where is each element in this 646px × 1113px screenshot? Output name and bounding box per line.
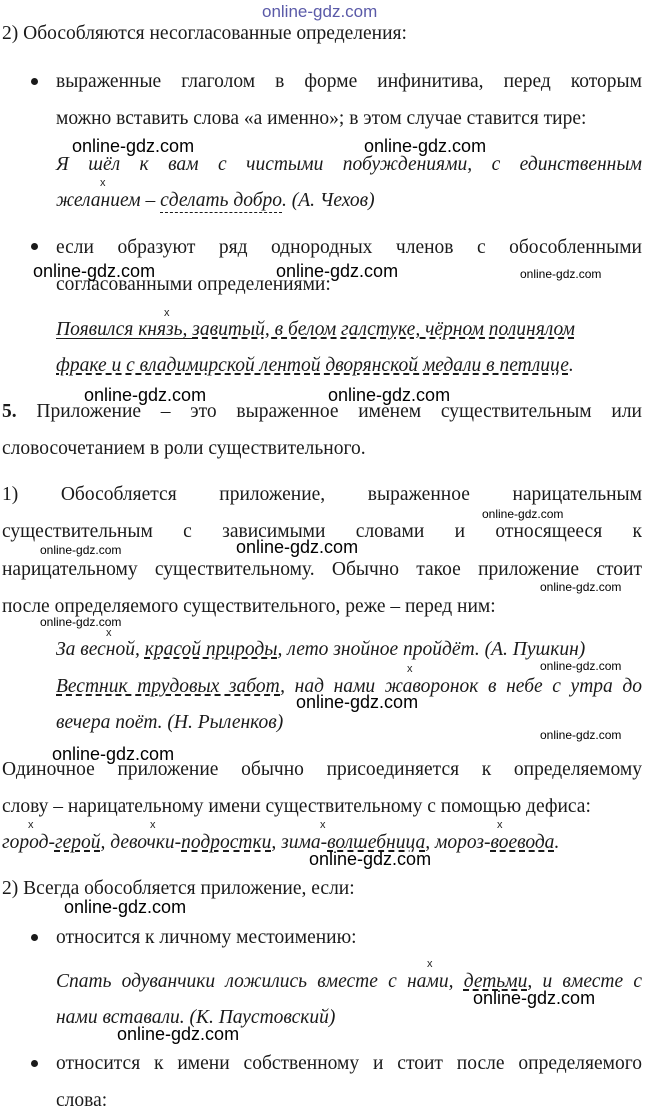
cross-mark: x: [427, 958, 433, 970]
watermark: online-gdz.com: [236, 537, 359, 557]
watermark-top: online-gdz.com: [262, 2, 378, 21]
bullet-text: согласованными определениями:: [56, 274, 331, 295]
watermark: online-gdz.com: [117, 1024, 240, 1044]
watermark: online-gdz.com: [540, 659, 622, 673]
underlined-word: сделать добро: [160, 190, 283, 211]
cross-mark: x: [164, 307, 170, 319]
watermark: online-gdz.com: [520, 267, 602, 281]
cross-mark: x: [100, 177, 106, 189]
example-text: Вестник трудовых забот, над нами жаворонок в небе с утра до: [56, 676, 643, 697]
example-text: Спать одуванчики ложились вместе с нами, детьми, и вместе с: [56, 971, 643, 992]
watermark: online-gdz.com: [40, 543, 122, 557]
example-text: нами вставали. (К. Паустовский): [56, 1007, 336, 1028]
cross-mark: x: [320, 819, 326, 831]
watermark: online-gdz.com: [276, 261, 399, 281]
watermark: online-gdz.com: [72, 136, 195, 156]
watermark: online-gdz.com: [296, 692, 419, 712]
watermark: online-gdz.com: [328, 385, 451, 405]
watermark: online-gdz.com: [540, 728, 622, 742]
watermark: online-gdz.com: [84, 385, 207, 405]
cross-mark: x: [106, 627, 112, 639]
bullet-text: относится к имени собственному и стоит после определяемого: [56, 1053, 642, 1074]
example-text: желанием – сделать добро. (А. Чехов): [56, 190, 375, 211]
cross-mark: x: [28, 819, 34, 831]
watermark: online-gdz.com: [473, 988, 596, 1008]
bullet-icon: [31, 78, 38, 85]
bullet-text: если образуют ряд однородных членов с обособленными: [56, 237, 642, 258]
bullet-text: можно вставить слова «а именно»; в этом случае ставится тире:: [56, 108, 587, 129]
watermark: online-gdz.com: [52, 744, 175, 764]
section-intro: словосочетанием в роли существительного.: [2, 438, 366, 459]
section-heading: 2) Всегда обособляется приложение, если:: [2, 878, 355, 899]
section-heading: 2) Обособляются несогласованные определения:: [2, 23, 407, 44]
watermark: online-gdz.com: [482, 507, 564, 521]
watermark: online-gdz.com: [33, 261, 156, 281]
section-intro: 5. Приложение – это выраженное именем существительным или: [2, 401, 642, 422]
cross-mark: x: [150, 819, 156, 831]
paragraph-text: слову – нарицательному имени существительному с помощью дефиса:: [2, 796, 591, 817]
bullet-text: относится к личному местоимению:: [56, 927, 357, 948]
example-text: Я шёл к вам с чистыми побуждениями, с единственным: [56, 154, 642, 175]
example-text: вечера поёт. (Н. Рыленков): [56, 712, 284, 733]
watermark: online-gdz.com: [309, 849, 432, 869]
paragraph-text: существительным с зависимыми словами и относящееся к: [2, 521, 642, 542]
example-text: Появился князь, завитый, в белом галстуке, чёрном полинялом: [56, 319, 575, 340]
example-text: фраке и с владимирской лентой дворянской медали в петлице.: [56, 355, 574, 376]
bullet-icon: [31, 243, 38, 250]
paragraph-text: Одиночное приложение обычно присоединяется к определяемому: [2, 759, 642, 780]
cross-mark: x: [497, 819, 503, 831]
bullet-text: слова:: [56, 1090, 108, 1111]
paragraph-text: нарицательному существительному. Обычно такое приложение стоит: [2, 559, 642, 580]
cross-mark: x: [407, 663, 413, 675]
bullet-icon: [31, 1060, 38, 1067]
watermark: online-gdz.com: [364, 136, 487, 156]
bullet-text: выраженные глаголом в форме инфинитива, перед которым: [56, 71, 642, 92]
watermark: online-gdz.com: [540, 580, 622, 594]
watermark: online-gdz.com: [40, 615, 122, 629]
paragraph-text: 1) Обособляется приложение, выраженное нарицательным: [2, 484, 642, 505]
paragraph-text: после определяемого существительного, реже – перед ним:: [2, 596, 496, 617]
example-words: город-герой, девочки-подростки, зима-волшебница, мороз-воевода.: [2, 832, 560, 853]
example-text: За весной, красой природы, лето знойное пройдёт. (А. Пушкин): [56, 639, 586, 660]
bullet-icon: [31, 934, 38, 941]
watermark: online-gdz.com: [64, 897, 187, 917]
